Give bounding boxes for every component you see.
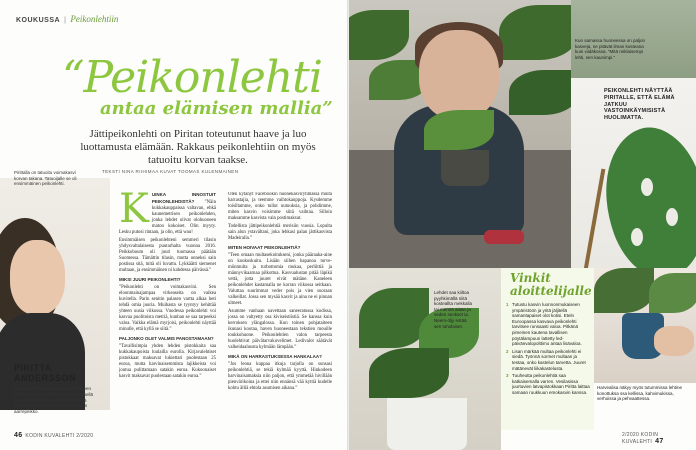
answer-text: ”Peikonlehti on voimakasvini. Sen eloonmainajampaa virkeaseita on vaikea kuvitella. Parin senitin palasen vartta alkaa heti tehdä omia juuria. Muihasta se tyyntyy kehittää yhteen uusia viikossa. Vuodessa peikonlehti voi kasvaa puolitoista metriä, kunhan se saa tarpeeksi valoa. Vaikka elämä myrjoisi, peikonlehti näyttää minulle, että kyllä se siitä.” <box>119 285 216 332</box>
tip-item <box>506 302 590 347</box>
folio-left <box>14 432 93 439</box>
tips-title-line1: Vinkit <box>510 271 551 285</box>
caption-bottom-left: Lehdet saa kiiltoa pyyhkimällä niitä kosteallta mekkalla tai mennä aiään ja veden seokset ia. Neem-öljy estää sen tuholaiset. <box>434 290 473 329</box>
answer-text: Asumme vanhaan navettaan saneeratussa kodissa, jossa on valtyetty osa kiviseistiistiä. Se kanssa kuin kerroksen ylängalossa. Kun toinen pohjataiteen ikunasi kootaa, haven huoneestaan tekstien mouille toukkohuone. Peikonlehtien valon tarpeesta huolehtivat päivätarvakuvelimet. Ledivalot säätävät valkeidaaluusta kylmään lämpään.” <box>228 309 332 350</box>
answer-text: ”Jos leona kuppaa itkuja tarjolla on sunsasi peikonlehtiä, se tekiä kylmää kyyttä. Hinkodeen harvinaisamaksia niin paljon, että ymmetää hivillään pienvärikoina ja ettei niin ennänsä vää kyttiä kudelle kohtu älliä ehtola asumisen aikana.” <box>228 362 332 391</box>
question-heading: MIKÄ ON HARRASTUKSESSA HANKALAA? <box>228 354 322 359</box>
tip-number: 3 <box>506 373 509 379</box>
author-name <box>14 363 76 383</box>
tip-text: Tutustu kasvin luonnonmukaiseen ympäristöön ja yritä jäljitellä samantapaiset olot kotisi. Eteln Euroopassa kasvava peikonlehti tarvitsee runsaasti valoa. Pitkänä pimeinen kautena tavallisen pöytälampuun lattetty led-päivänvalopolttimo antaa lisävaloa. <box>512 302 582 347</box>
portrait-caption: Pirittalla on tatuoitu voimakasvi korvan takana. Tatuoijalle se oli ensimmäinen peikonlehti. <box>14 170 77 186</box>
caption-top-right: Kun samassa huoneessa on paljon kasveja, ne pitävät ilman kosteana kuin viidäkossa. ”Mitä reiklaisempi lehti, sen kaunimpi.” <box>575 38 646 60</box>
tip-text: Tuuheutta peikonlehtiä saa katkaisemalla varren. Vesilasissa juurtuvien latvapistokkaan Piritta laittaa samaan ruukkuun emokasvin kanssa. <box>512 373 590 395</box>
pull-quote: PEIKONLEHTI NÄYTTÄÄ PIRITALLE, ETTÄ ELÄMÄ JATKUU VASTOINKÄYMISISTÄ HUOLIMATTA. <box>604 88 675 122</box>
publication-info-left: KODIN KUVALEHTI 2/2020 <box>25 433 94 439</box>
article-column-1 <box>119 192 216 432</box>
hero-photo <box>349 0 571 268</box>
tip-number: 2 <box>506 348 509 354</box>
answer-text: ”Teen omaan multasekoitukseni, jonka pääraaka-aine on kookoskuitu. Lisään siihen hapanoa turve- mönmulta ja turbottomia mukaa, perliittiä ja männyvikaarnaa pilkottua. Kasvualustan pitää läpikä vettä, jotta juuret eivät mätäne. Kaneleen peikonlehdet kastamalla ne korran viikossa seitkaan. Valuttaa suurimmat veder pois ja vien suoraan valkeillat. Jossa sen mysää kasvit ja aina ne ei pinnan ulmeet. <box>228 253 332 306</box>
section-label: KOUKUSSA <box>16 17 61 24</box>
author-first-name: PIRITTA <box>14 363 52 373</box>
answer-text: ”Näin kukkakauppaissa valtavan, ehkä kaunemetrisen peikonlehden, jonka lehdet olivat olohuoneen maton kokoiset. Olin myyty. Lesku putosi rintaan, ja olin, että wau! <box>119 200 216 235</box>
page-number-right: 47 <box>655 438 664 445</box>
author-bio: 43-vuotias lähihoitaja asuu perheineen länsipirumaalla omakotitalossa. Hänellä on kolme erilaista peikonlehteä sekä muita Monstera-suvun kasveja kuten aarrepeikko. <box>14 386 94 415</box>
page-number-left: 46 <box>14 432 23 439</box>
answer-text: Todellista jättipeikonlehtiä merisiin vuosia. Lopulta sain alun ystavältani, joka lehkasi palan jättikasvista Madeiralla.” <box>228 224 332 241</box>
question-heading: MIKSI JUURI PEIKONLEHTI? <box>119 277 181 282</box>
section-header <box>16 14 118 24</box>
folio-right <box>622 432 696 445</box>
author-last-name: ANDERSSON <box>14 373 77 383</box>
article-column-2 <box>228 192 332 432</box>
bottom-plant-photo <box>349 268 501 450</box>
headline-line2: antaa elämisen mallia” <box>100 98 333 119</box>
byline: TEKSTI NINA RIIHIMAA KUVAT TOOMAS KULENMAINEN <box>102 169 239 174</box>
question-heading: UINKA INNOSTUIT PEIKONLEHDISTÄ? <box>151 192 216 204</box>
drop-cap: K <box>119 192 149 232</box>
question-heading: MITEN HOIVAAT PEIKONLEHTIÄ? <box>228 245 301 250</box>
tip-number: 1 <box>506 302 509 307</box>
tips-title-line2: aloittelijalle <box>510 284 592 298</box>
tips-list <box>506 302 590 398</box>
tip-item <box>506 349 590 371</box>
publication-info-right: 2/2020 KODIN KUVALEHTI <box>622 432 659 445</box>
caption-bottom-right: Harvealisa näkyy myös tutummissa lehtine konottuksa ssa kellissa, kahvimukissa, verhoissa ja pehvaattessa. <box>597 385 683 402</box>
tip-text: Lisan märkää multaa peikonlehti ei siedä. Työnnä sormet multaan ja testaa, onko kastelun tarvetta. Juuret mätänevät liikakastelusta. <box>512 348 586 371</box>
answer-text: ”Tavallisimpia yhden lehden pistokkaita saa kukkakaupoista luulailla eurolla. Kirjavalehtiset pistokkaat maksavat lukiettari puolestaan 25 euroa, mutta harvinaisemmista lajikkeista voi joutua pulittamaan satakin euroa. Kukoonaiset kasvit maksavat puolestaan satakin euroa.” <box>119 344 216 379</box>
subsection-label: Peikonlehtiin <box>70 14 119 24</box>
question-heading: PALJONKO OLET VALMIS PANOSTAMAAN? <box>119 336 214 341</box>
answer-text: Olen kytänyt Facebookin huonekasviryhmässä muita harrastajia, ja teemme vaihtokauppoja. Kysdemme toisiltamme, onko tullut uutuuksia, ja pohdimme, miten kasvin voisimme siitä vaihtaa. Silloin maksamme kasvista vain postimaksut. <box>228 192 332 221</box>
answer-text: Ensimmäisen peikonlehteni semmeri tilasin yhdysvaltalaisesta puutarhalta vuonna 2016. Peikkoboum oli juuri tuomassa päätään Suomessa. Tämättin tilasin, mutta onneksi sain postissa sitä, mitä oli luvattu. Lykkäätti siemenet multaan, ja ensimmäinen ni kahdessa päivässä.” <box>119 238 216 273</box>
tip-item <box>506 373 590 395</box>
cup-photo <box>594 268 696 383</box>
header-separator: | <box>64 17 67 24</box>
headline-line1: “Peikonlehti <box>62 52 322 103</box>
tips-title <box>510 272 592 298</box>
lead-paragraph: Jättipeikonlehti on Piritan toteutunut haave ja luo luottamusta elämään. Rakkaus peikonlehtiin on myös tatuoitu korvan taakse. <box>80 128 316 166</box>
